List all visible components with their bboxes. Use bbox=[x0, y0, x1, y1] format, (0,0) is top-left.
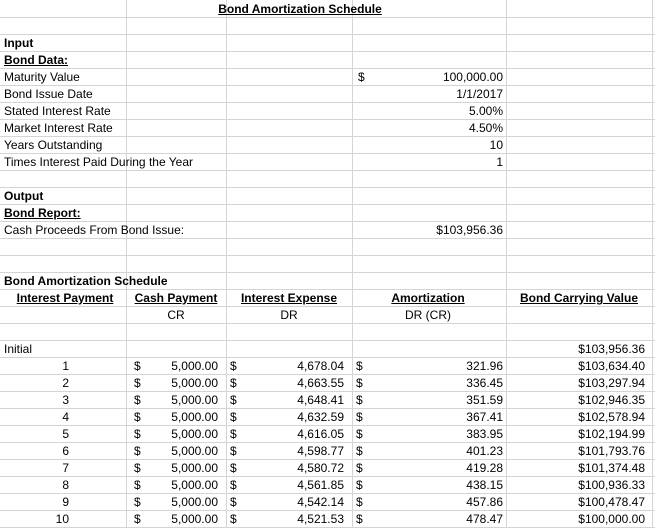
period-number: 3 bbox=[62, 393, 69, 407]
cash-proceeds-value[interactable]: $103,956.36 bbox=[436, 223, 503, 237]
cash-payment-value[interactable]: 5,000.00 bbox=[171, 410, 218, 424]
input-value[interactable]: 100,000.00 bbox=[442, 70, 503, 84]
gridline-horizontal bbox=[0, 34, 655, 35]
input-label: Maturity Value bbox=[4, 70, 80, 84]
carrying-value[interactable]: $101,793.76 bbox=[578, 444, 645, 458]
carrying-value[interactable]: $100,000.00 bbox=[578, 512, 645, 526]
input-section-label: Input bbox=[4, 36, 34, 50]
sheet-title: Bond Amortization Schedule bbox=[218, 2, 382, 16]
output-section-label: Output bbox=[4, 189, 44, 203]
period-number: 7 bbox=[62, 461, 69, 475]
currency-symbol: $ bbox=[134, 495, 141, 509]
input-label: Times Interest Paid During the Year bbox=[4, 155, 193, 169]
cash-payment-value[interactable]: 5,000.00 bbox=[171, 427, 218, 441]
gridline-vertical bbox=[652, 0, 653, 528]
amortization-value[interactable]: 401.23 bbox=[466, 444, 503, 458]
cash-payment-value[interactable]: 5,000.00 bbox=[171, 393, 218, 407]
carrying-value[interactable]: $102,946.35 bbox=[578, 393, 645, 407]
currency-symbol: $ bbox=[356, 495, 363, 509]
period-number: 2 bbox=[62, 376, 69, 390]
header-interest-expense: Interest Expense bbox=[240, 291, 338, 305]
currency-symbol: $ bbox=[134, 461, 141, 475]
currency-symbol: $ bbox=[134, 393, 141, 407]
currency-symbol: $ bbox=[230, 495, 237, 509]
period-number: 1 bbox=[62, 359, 69, 373]
cash-payment-value[interactable]: 5,000.00 bbox=[171, 512, 218, 526]
currency-symbol: $ bbox=[358, 70, 365, 84]
interest-expense-value[interactable]: 4,542.14 bbox=[297, 495, 344, 509]
bond-data-label: Bond Data: bbox=[4, 53, 68, 67]
cash-payment-value[interactable]: 5,000.00 bbox=[171, 495, 218, 509]
cash-payment-value[interactable]: 5,000.00 bbox=[171, 376, 218, 390]
amortization-value[interactable]: 419.28 bbox=[466, 461, 503, 475]
interest-expense-value[interactable]: 4,561.85 bbox=[297, 478, 344, 492]
currency-symbol: $ bbox=[356, 376, 363, 390]
period-number: 10 bbox=[55, 512, 69, 526]
amortization-value[interactable]: 367.41 bbox=[466, 410, 503, 424]
amortization-value[interactable]: 321.96 bbox=[466, 359, 503, 373]
currency-symbol: $ bbox=[356, 461, 363, 475]
cash-payment-value[interactable]: 5,000.00 bbox=[171, 461, 218, 475]
period-number: 5 bbox=[62, 427, 69, 441]
carrying-value[interactable]: $100,478.47 bbox=[578, 495, 645, 509]
gridline-horizontal bbox=[0, 85, 655, 86]
amortization-value[interactable]: 457.86 bbox=[466, 495, 503, 509]
input-value[interactable]: 1 bbox=[496, 155, 503, 169]
currency-symbol: $ bbox=[134, 376, 141, 390]
currency-symbol: $ bbox=[356, 427, 363, 441]
interest-expense-value[interactable]: 4,632.59 bbox=[297, 410, 344, 424]
gridline-horizontal bbox=[0, 187, 655, 188]
currency-symbol: $ bbox=[356, 359, 363, 373]
gridline-horizontal bbox=[0, 204, 655, 205]
currency-symbol: $ bbox=[134, 444, 141, 458]
carrying-value[interactable]: $101,374.48 bbox=[578, 461, 645, 475]
initial-label: Initial bbox=[4, 342, 33, 356]
cash-payment-value[interactable]: 5,000.00 bbox=[171, 478, 218, 492]
input-label: Market Interest Rate bbox=[4, 121, 113, 135]
input-value[interactable]: 4.50% bbox=[468, 121, 503, 135]
currency-symbol: $ bbox=[134, 359, 141, 373]
currency-symbol: $ bbox=[356, 410, 363, 424]
input-value[interactable]: 5.00% bbox=[468, 104, 503, 118]
amortization-value[interactable]: 478.47 bbox=[466, 512, 503, 526]
cash-payment-value[interactable]: 5,000.00 bbox=[171, 444, 218, 458]
currency-symbol: $ bbox=[230, 376, 237, 390]
period-number: 6 bbox=[62, 444, 69, 458]
period-number: 9 bbox=[62, 495, 69, 509]
currency-symbol: $ bbox=[230, 512, 237, 526]
carrying-value[interactable]: $103,297.94 bbox=[578, 376, 645, 390]
gridline-horizontal bbox=[0, 255, 655, 256]
currency-symbol: $ bbox=[230, 410, 237, 424]
currency-symbol: $ bbox=[134, 427, 141, 441]
currency-symbol: $ bbox=[230, 427, 237, 441]
carrying-value[interactable]: $102,578.94 bbox=[578, 410, 645, 424]
interest-expense-value[interactable]: 4,678.04 bbox=[297, 359, 344, 373]
currency-symbol: $ bbox=[230, 359, 237, 373]
interest-expense-value[interactable]: 4,616.05 bbox=[297, 427, 344, 441]
interest-expense-value[interactable]: 4,663.55 bbox=[297, 376, 344, 390]
period-number: 4 bbox=[62, 410, 69, 424]
subheader-interest-expense: DR bbox=[280, 308, 298, 322]
amortization-value[interactable]: 438.15 bbox=[466, 478, 503, 492]
currency-symbol: $ bbox=[356, 478, 363, 492]
period-number: 8 bbox=[62, 478, 69, 492]
gridline-horizontal bbox=[0, 51, 655, 52]
interest-expense-value[interactable]: 4,648.41 bbox=[297, 393, 344, 407]
carrying-value[interactable]: $102,194.99 bbox=[578, 427, 645, 441]
subheader-cash-payment: CR bbox=[167, 308, 185, 322]
interest-expense-value[interactable]: 4,580.72 bbox=[297, 461, 344, 475]
carrying-value[interactable]: $103,634.40 bbox=[578, 359, 645, 373]
currency-symbol: $ bbox=[230, 478, 237, 492]
amortization-value[interactable]: 351.59 bbox=[466, 393, 503, 407]
gridline-horizontal bbox=[0, 68, 655, 69]
subheader-amortization: DR (CR) bbox=[405, 308, 451, 322]
input-value[interactable]: 10 bbox=[489, 138, 503, 152]
input-label: Years Outstanding bbox=[4, 138, 103, 152]
currency-symbol: $ bbox=[134, 512, 141, 526]
interest-expense-value[interactable]: 4,521.53 bbox=[297, 512, 344, 526]
header-cash-payment: Cash Payment bbox=[134, 291, 218, 305]
amortization-value[interactable]: 383.95 bbox=[466, 427, 503, 441]
input-value[interactable]: 1/1/2017 bbox=[456, 87, 503, 101]
header-carrying-value: Bond Carrying Value bbox=[519, 291, 639, 305]
bond-report-label: Bond Report: bbox=[4, 206, 81, 220]
input-label: Bond Issue Date bbox=[4, 87, 93, 101]
cash-proceeds-label: Cash Proceeds From Bond Issue: bbox=[4, 223, 185, 237]
currency-symbol: $ bbox=[356, 393, 363, 407]
header-interest-payment: Interest Payment bbox=[16, 291, 114, 305]
carrying-value[interactable]: $100,936.33 bbox=[578, 478, 645, 492]
currency-symbol: $ bbox=[356, 444, 363, 458]
currency-symbol: $ bbox=[230, 444, 237, 458]
currency-symbol: $ bbox=[134, 410, 141, 424]
cash-payment-value[interactable]: 5,000.00 bbox=[171, 359, 218, 373]
header-amortization: Amortization bbox=[391, 291, 465, 305]
currency-symbol: $ bbox=[134, 478, 141, 492]
initial-carrying-value[interactable]: $103,956.36 bbox=[578, 342, 645, 356]
currency-symbol: $ bbox=[230, 461, 237, 475]
amortization-value[interactable]: 336.45 bbox=[466, 376, 503, 390]
interest-expense-value[interactable]: 4,598.77 bbox=[297, 444, 344, 458]
currency-symbol: $ bbox=[356, 512, 363, 526]
currency-symbol: $ bbox=[230, 393, 237, 407]
input-label: Stated Interest Rate bbox=[4, 104, 111, 118]
schedule-title: Bond Amortization Schedule bbox=[4, 274, 168, 288]
